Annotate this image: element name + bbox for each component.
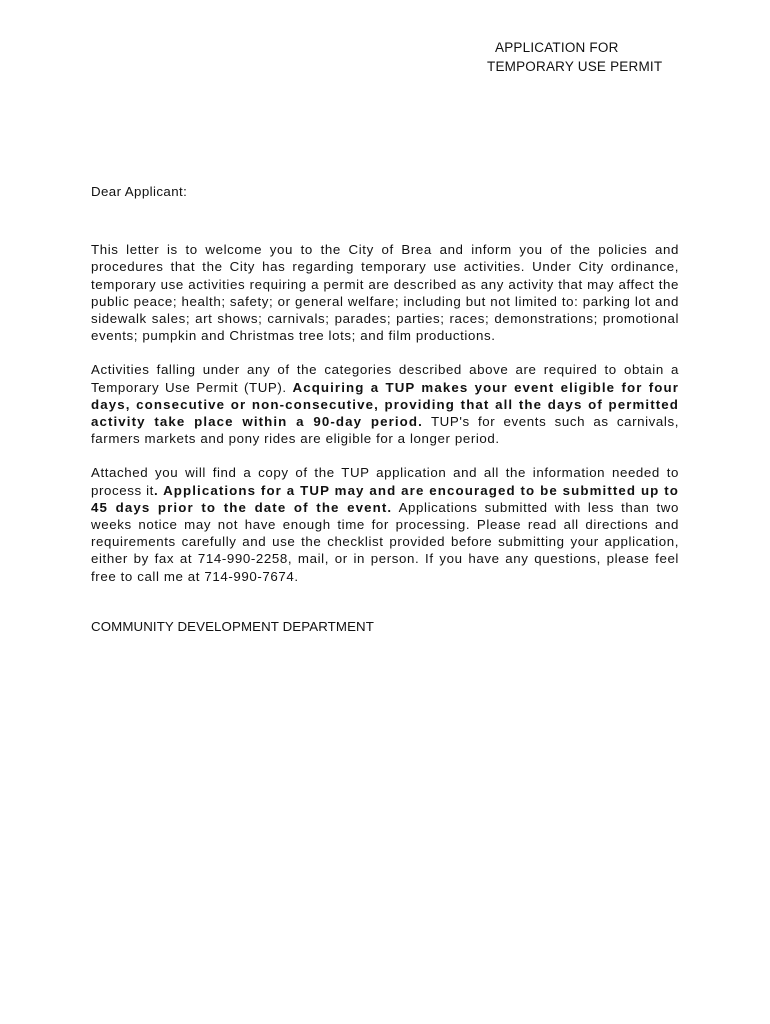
paragraph-text: This letter is to welcome you to the City of Brea and inform you of the policies and procedures that the City has regarding temporary use activities. Under City ordinance, temporary use activities requiring a permit are described as any activity that may affect the public peace; health; safety; or general welfare; including but not limited to: parking lot and sidewalk sales; art shows; carnivals; parades; parties; races; demonstrations; promotional events; pumpkin and Christmas tree lots; and film productions. [91,242,679,344]
paragraph-requirements [91,361,679,447]
paragraph-text: Activities falling under any of the categories described above are required to obtain a Temporary Use Permit (TUP). [91,362,679,395]
paragraph-instructions [91,464,679,584]
signature-department: COMMUNITY DEVELOPMENT DEPARTMENT [91,618,374,634]
title-line-2: TEMPORARY USE PERMIT [487,59,663,74]
paragraph-text: TUP's for events such as carnivals, farmers markets and pony rides are eligible for a longer period. [91,414,679,447]
letter-body [91,183,679,648]
paragraph-emphasis: . Applications for a TUP may and are encouraged to be submitted up to 45 days prior to the date of the event. [91,482,679,515]
paragraph-emphasis: Acquiring a TUP makes your event eligible for four days, consecutive or non-consecutive, providing that all the days of permitted activity take place within a 90-day period. [91,379,679,430]
paragraph-text: Attached you will find a copy of the TUP application and all the information needed to process it [91,465,679,498]
paragraph-text: Applications submitted with less than two weeks notice may not have enough time for processing. Please read all directions and requirements carefully and use the checklist provided before submitting your application, either by fax at 714-990-2258, mail, or in person. If you have any questions, please feel free to call me at 714-990-7674. [91,499,679,584]
salutation: Dear Applicant: [91,184,188,199]
document-title [487,38,662,76]
title-line-1: APPLICATION FOR [495,40,619,55]
paragraph-welcome [91,241,679,344]
